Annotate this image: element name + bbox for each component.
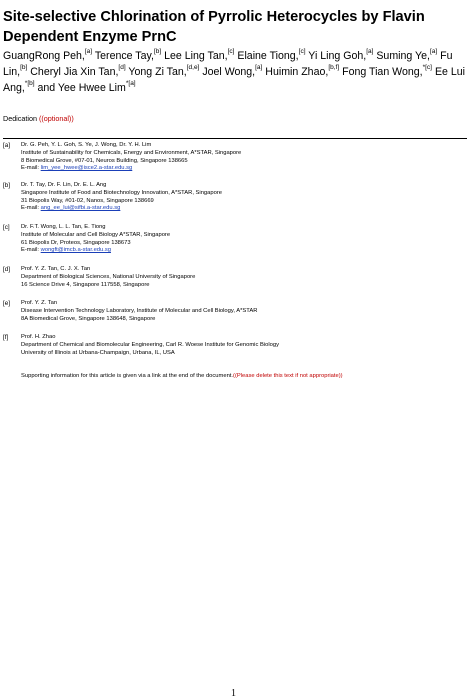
affiliation-line: Institute of Molecular and Cell Biology A*STAR, Singapore	[21, 231, 171, 238]
dedication-optional-note: ((optional))	[38, 114, 74, 123]
affiliation-line: 61 Biopolis Dr, Proteos, Singapore 138673	[21, 239, 131, 246]
email-link[interactable]: ang_ee_lui@sifbi.a-star.edu.sg	[40, 205, 121, 212]
author-name: and Yee Hwee Lim	[34, 82, 126, 94]
author-affiliation-marker: [b,f]	[328, 64, 340, 72]
author-name: Ee Lui Ang,	[3, 66, 465, 94]
affiliation-line: Department of Biological Sciences, National University of Singapore	[21, 273, 196, 280]
author-name: Fong Tian Wong,	[339, 66, 423, 78]
affiliation-email-line	[21, 165, 461, 173]
affiliation-text	[21, 266, 461, 289]
author-affiliation-marker: *[c]	[422, 64, 432, 72]
author-affiliation-marker: *[a]	[125, 80, 136, 88]
author-affiliation-marker: *[b]	[24, 80, 35, 88]
author-affiliation-marker: [b]	[153, 48, 162, 56]
affiliation-email-line	[21, 247, 461, 255]
author-name: Fu Lin,	[3, 50, 453, 78]
author-affiliation-marker: [d,e]	[186, 64, 200, 72]
affiliation-email-line	[21, 205, 461, 213]
author-affiliation-marker: [c]	[298, 48, 306, 56]
email-link[interactable]: lim_yee_hwee@isce2.a-star.edu.sg	[40, 165, 133, 172]
author-affiliation-marker: [d]	[118, 64, 126, 72]
affiliation-line: 16 Science Drive 4, Singapore 117558, Singapore	[21, 281, 150, 288]
dedication-label: Dedication	[3, 114, 39, 123]
author-name: Huimin Zhao,	[262, 66, 329, 78]
author-affiliation-marker: [b]	[20, 64, 28, 72]
author-name: GuangRong Peh,	[3, 50, 85, 62]
email-prefix: E-mail:	[21, 165, 41, 172]
affiliation-label: [b]	[3, 182, 11, 189]
author-affiliation-marker: [a]	[366, 48, 374, 56]
affiliation-line: 8A Biomedical Grove, Singapore 138648, Singapore	[21, 315, 156, 322]
author-name: Elaine Tiong,	[234, 50, 299, 62]
affiliation-label: [a]	[3, 142, 11, 149]
affiliation-text	[21, 300, 461, 323]
author-name: Yi Ling Goh,	[305, 50, 367, 62]
author-name: Lee Ling Tan,	[161, 50, 228, 62]
affiliation-line: Prof. Y. Z. Tan, C. J. X. Tan	[21, 266, 91, 272]
affiliation-label: [d]	[3, 266, 11, 273]
affiliation-text	[21, 334, 461, 357]
supporting-info-text: Supporting information for this article is given via a link at the end of the document.	[21, 373, 234, 379]
affiliation-line: Prof. H. Zhao	[21, 334, 56, 340]
author-name: Suming Ye,	[373, 50, 430, 62]
author-affiliation-marker: [a]	[429, 48, 438, 56]
affiliation-line: Singapore Institute of Food and Biotechnology Innovation, A*STAR, Singapore	[21, 189, 222, 196]
affiliation-line: 8 Biomedical Grove, #07-01, Neuros Building, Singapore 138665	[21, 157, 188, 164]
author-affiliation-marker: [c]	[227, 48, 235, 56]
email-link[interactable]: wongft@imcb.a-star.edu.sg	[40, 247, 111, 254]
affiliation-line: Dr. G. Peh, Y. L. Goh, S. Ye, J. Wong, Dr. Y. H. Lim	[21, 142, 152, 148]
affiliation-label: [f]	[3, 334, 9, 341]
dedication	[3, 114, 74, 123]
affiliation-line: Prof. Y. Z. Tan	[21, 300, 58, 306]
affiliation-line: Institute of Sustainability for Chemicals, Energy and Environment, A*STAR, Singapore	[21, 149, 242, 156]
affiliation-text	[21, 224, 461, 255]
article-title: Site-selective Chlorination of Pyrrolic Heterocycles by Flavin Dependent Enzyme PrnC	[3, 9, 425, 45]
author-affiliation-marker: [a]	[84, 48, 93, 56]
page-number: 1	[231, 688, 236, 699]
affiliation-text	[21, 182, 461, 213]
affiliation-divider	[3, 138, 467, 139]
affiliation-line: 31 Biopolis Way, #01-02, Nanos, Singapore 138669	[21, 197, 154, 204]
author-name: Joel Wong,	[199, 66, 256, 78]
affiliation-line: Dr. F.T. Wong, L. L. Tan, E. Tiong	[21, 224, 106, 230]
author-name: Cheryl Jia Xin Tan,	[27, 66, 119, 78]
author-list	[3, 48, 465, 96]
affiliation-label: [e]	[3, 300, 11, 307]
supporting-information-note	[21, 373, 343, 379]
affiliation-line: Disease Intervention Technology Laboratory, Institute of Molecular and Cell Biology, A*STAR	[21, 307, 258, 314]
affiliation-text	[21, 142, 461, 173]
author-affiliation-marker: [a]	[255, 64, 263, 72]
affiliation-line: Department of Chemical and Biomolecular Engineering, Carl R. Woese Institute for Genomic Biology	[21, 341, 279, 348]
email-prefix: E-mail:	[21, 247, 41, 254]
delete-text-note: ((Please delete this text if not appropriate))	[233, 373, 343, 379]
author-name: Terence Tay,	[92, 50, 154, 62]
author-name: Yong Zi Tan,	[125, 66, 187, 78]
email-prefix: E-mail:	[21, 205, 41, 212]
affiliation-line: University of Illinois at Urbana-Champaign, Urbana, IL, USA	[21, 349, 175, 356]
affiliation-label: [c]	[3, 224, 10, 231]
affiliation-line: Dr. T. Tay, Dr. F. Lin, Dr. E. L. Ang	[21, 182, 107, 188]
